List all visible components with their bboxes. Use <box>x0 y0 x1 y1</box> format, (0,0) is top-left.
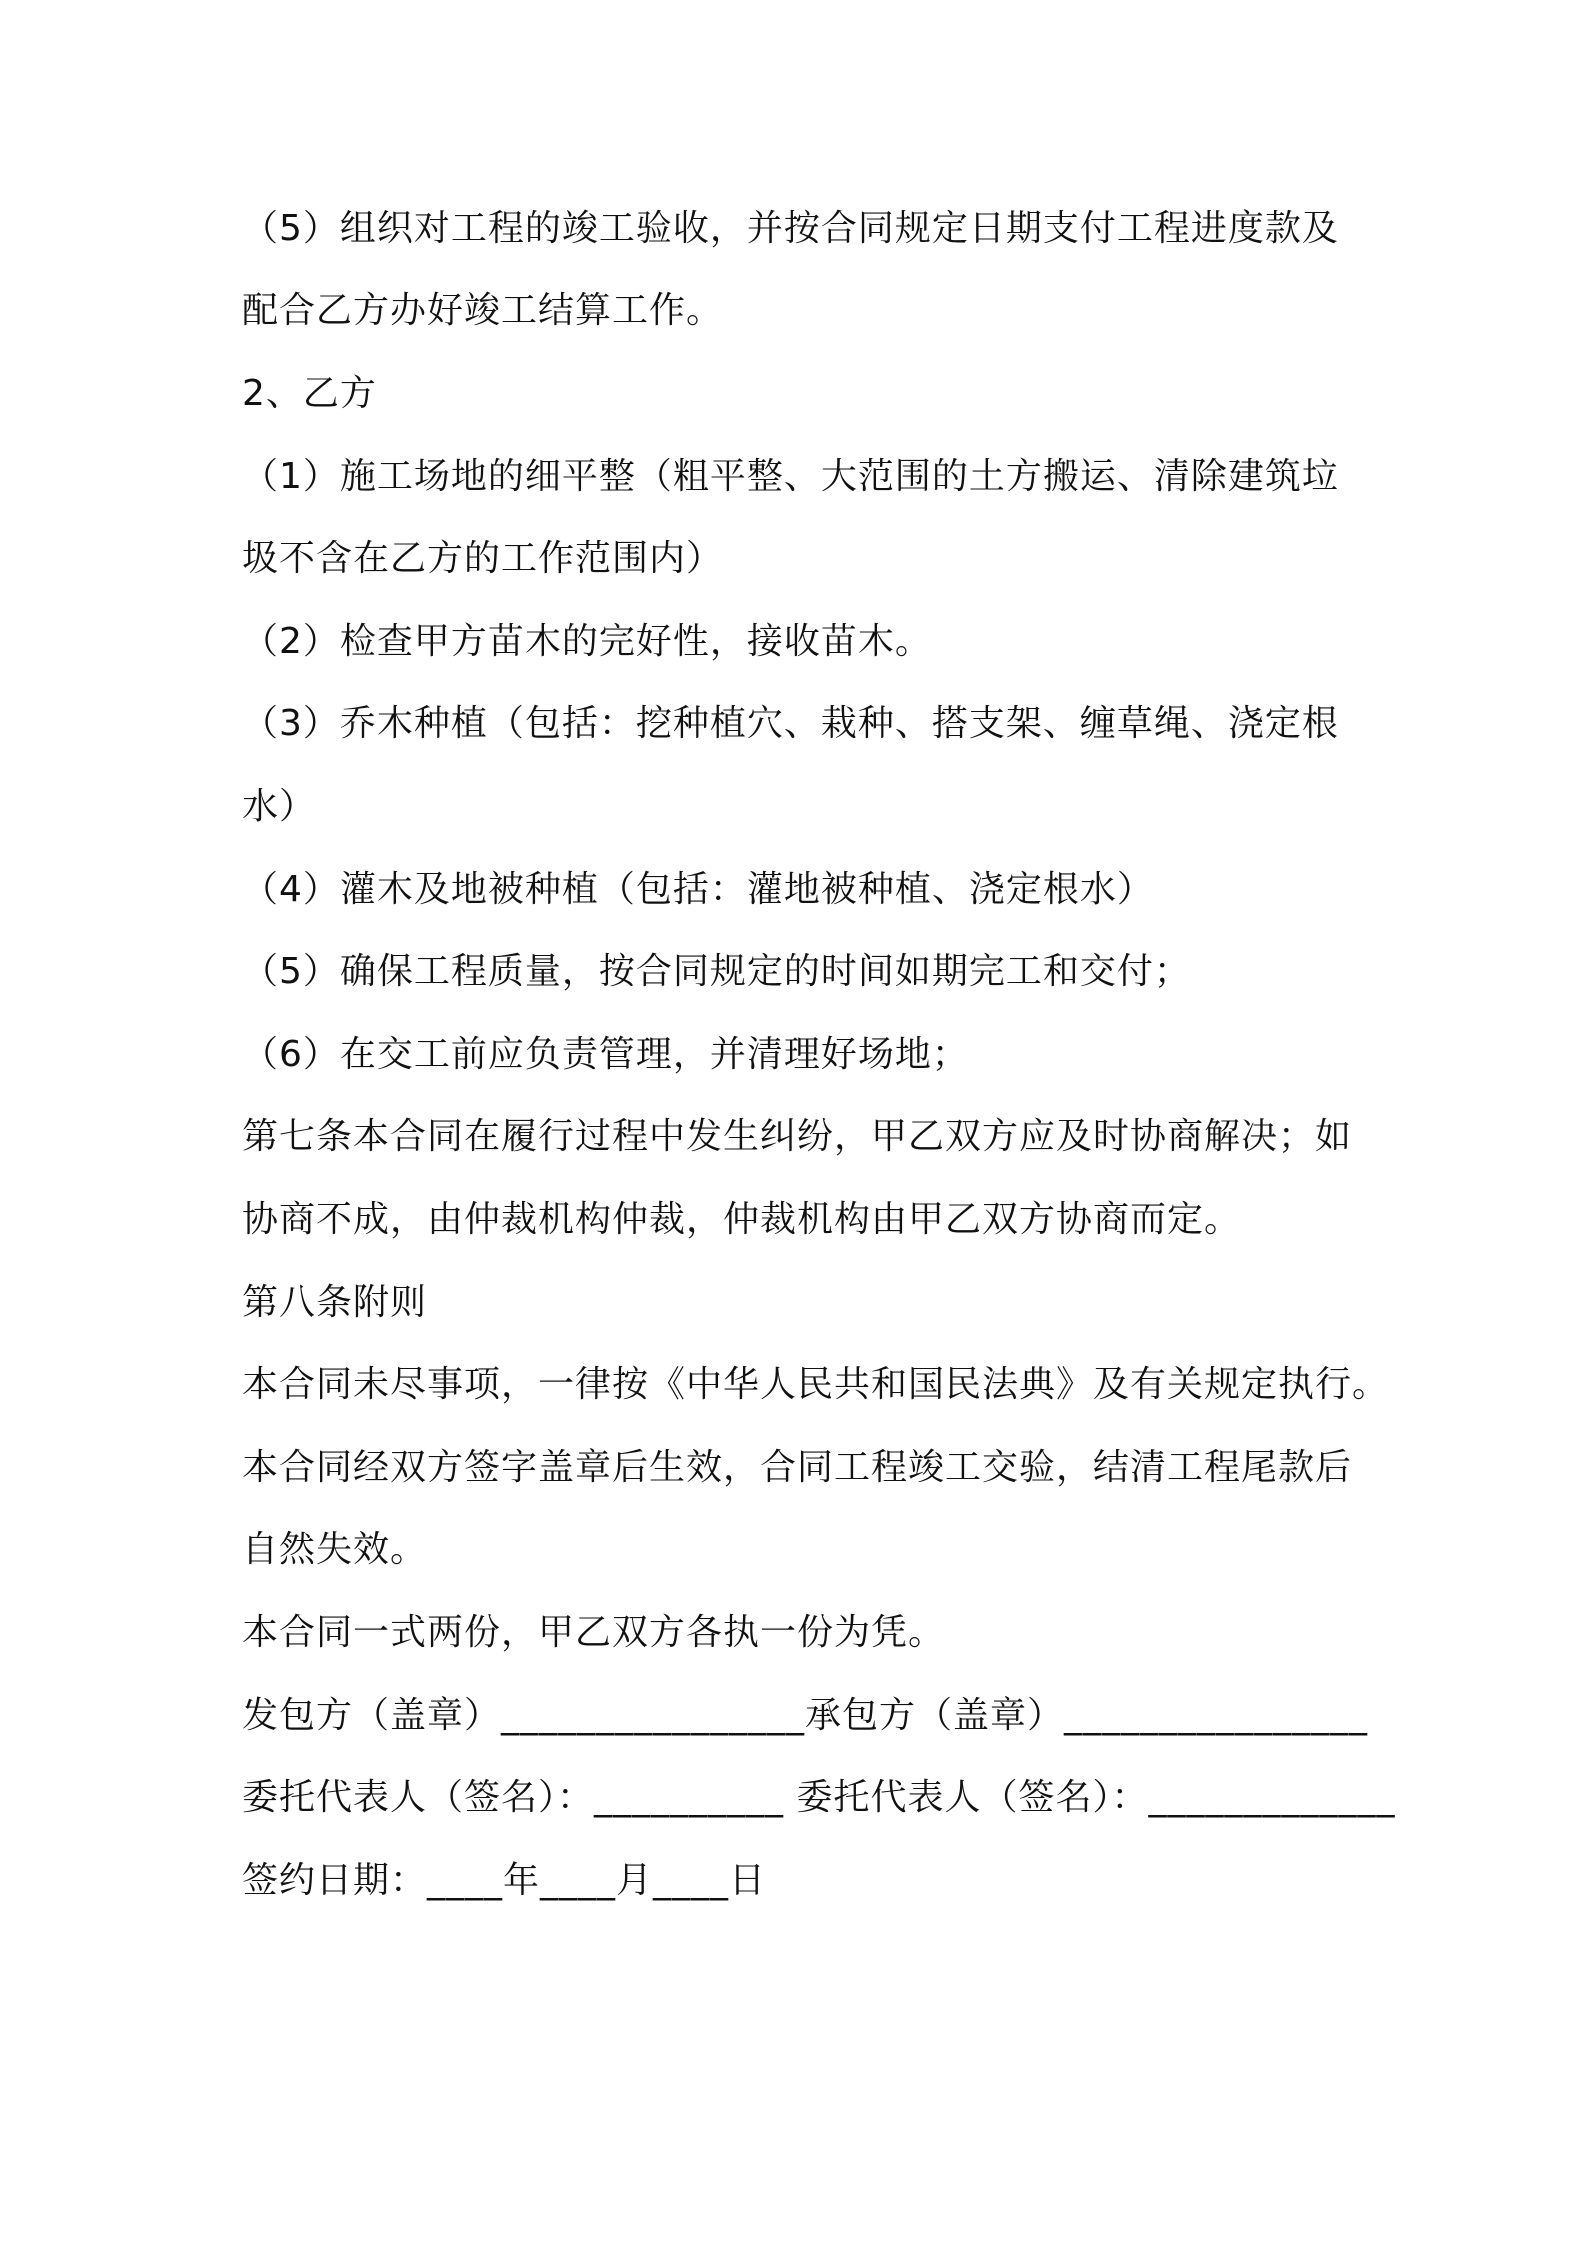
signing-date-line: 签约日期：____年____月____日 <box>242 1860 767 1901</box>
article-seven-line-1: 第七条本合同在履行过程中发生纠纷，甲乙双方应及时协商解决；如 <box>242 1116 1353 1157</box>
article-eight-heading: 第八条附则 <box>242 1282 428 1323</box>
signature-representative-line: 委托代表人（签名）：__________ 委托代表人（签名）：_____________ <box>242 1777 1396 1818</box>
paragraph-line-1: （5）组织对工程的竣工验收，并按合同规定日期支付工程进度款及 <box>242 208 1339 249</box>
paragraph-line-10: （5）确保工程质量，按合同规定的时间如期完工和交付； <box>242 951 1191 992</box>
paragraph-line-7: （3）乔木种植（包括：挖种植穴、栽种、搭支架、缠草绳、浇定根 <box>242 703 1339 744</box>
paragraph-line-6: （2）检查甲方苗木的完好性，接收苗木。 <box>242 621 932 662</box>
article-seven-line-2: 协商不成，由仲裁机构仲裁，仲裁机构由甲乙双方协商而定。 <box>242 1199 1242 1240</box>
paragraph-line-18: 本合同一式两份，甲乙双方各执一份为凭。 <box>242 1612 946 1653</box>
section-heading-party-b: 2、乙方 <box>242 373 377 414</box>
paragraph-line-9: （4）灌木及地被种植（包括：灌地被种植、浇定根水） <box>242 869 1154 910</box>
paragraph-line-17: 自然失效。 <box>242 1529 428 1570</box>
paragraph-line-5: 圾不含在乙方的工作范围内） <box>242 538 724 579</box>
paragraph-line-16: 本合同经双方签字盖章后生效，合同工程竣工交验，结清工程尾款后 <box>242 1447 1353 1488</box>
paragraph-line-2: 配合乙方办好竣工结算工作。 <box>242 290 724 331</box>
paragraph-line-15: 本合同未尽事项，一律按《中华人民共和国民法典》及有关规定执行。 <box>242 1364 1390 1405</box>
paragraph-line-11: （6）在交工前应负责管理，并清理好场地； <box>242 1034 969 1075</box>
signature-seal-line: 发包方（盖章）________________承包方（盖章）________________ <box>242 1695 1369 1736</box>
paragraph-line-8: 水） <box>242 786 317 827</box>
paragraph-line-4: （1）施工场地的细平整（粗平整、大范围的土方搬运、清除建筑垃 <box>242 456 1339 497</box>
